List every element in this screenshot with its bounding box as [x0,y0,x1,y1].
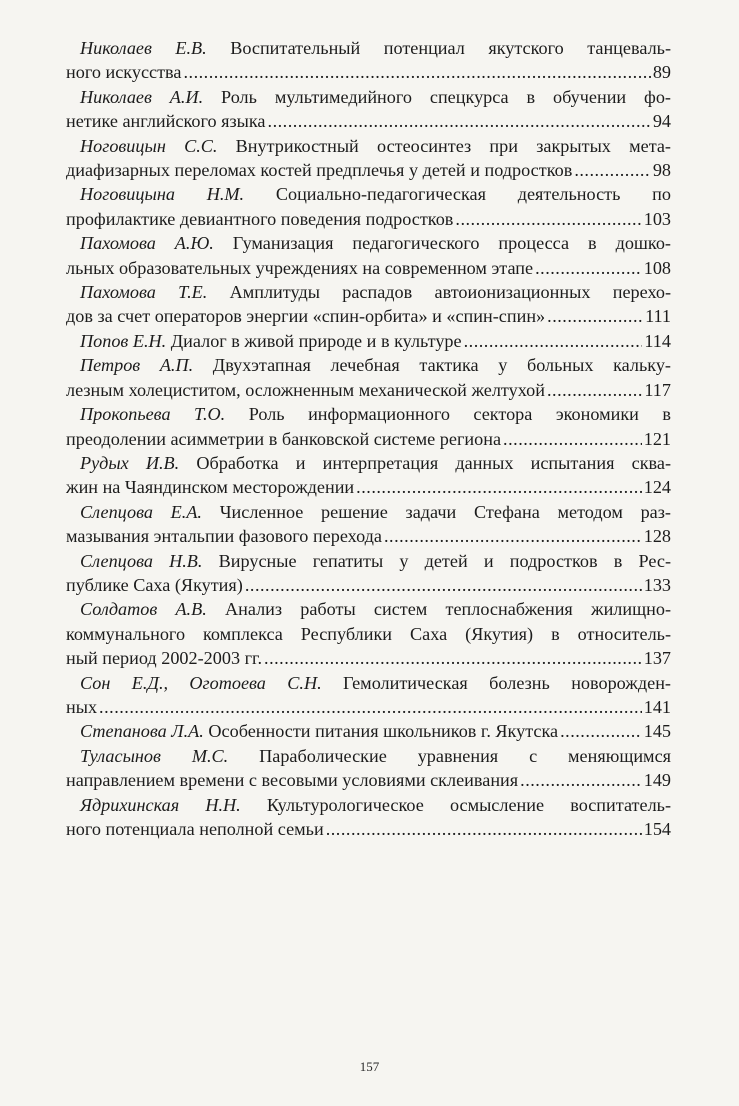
entry-page-number: 154 [643,819,671,839]
entry-page-number: 98 [652,160,671,181]
entry-last-line [66,817,671,841]
entry-page-number: 141 [643,696,671,717]
entry-first-line [66,597,671,621]
entry-first-line [66,549,671,573]
toc-entry [66,549,671,598]
table-of-contents [66,36,671,841]
entry-first-line [66,793,671,817]
toc-entry [66,85,671,134]
entry-title-start: Культурологическое осмысление воспитатель- [266,794,671,815]
dot-leader [183,60,650,84]
dot-leader [560,719,642,743]
dot-leader [264,646,642,670]
entry-page-number: 149 [643,770,671,791]
entry-author: Солдатов А.В. [80,599,207,620]
entry-first-line [66,134,671,158]
entry-author: Николаев Е.В. [80,38,207,58]
entry-author: Николаев А.И. [80,86,204,107]
dot-leader [547,304,643,328]
entry-page-number: 111 [645,306,671,327]
entry-title-start: Численное решение задачи Стефана методом раз- [219,501,671,522]
entry-heading [80,329,462,353]
toc-entry [66,744,671,793]
entry-first-line [66,744,671,768]
entry-title-end: публике Саха (Якутия) [66,574,243,595]
entry-title-end: профилактике девиантного поведения подростков [66,208,454,229]
dot-leader [455,207,641,231]
entry-page-number: 137 [643,648,671,669]
entry-title-end: направлением времени с весовыми условиями склеивания [66,770,519,791]
entry-first-line [66,85,671,109]
entry-first-line [66,451,671,475]
toc-entry [66,353,671,402]
entry-last-line [66,109,671,133]
entry-title-start: Роль информационного сектора экономики в [248,404,671,425]
entry-author: Туласынов М.С. [80,745,229,766]
dot-leader [520,768,642,792]
entry-title-end: ный период 2002-2003 гг. [66,648,263,669]
entry-title-end: преодолении асимметрии в банковской системе региона [66,428,502,449]
entry-last-line [66,573,671,597]
entry-heading [80,719,558,743]
toc-entry [66,280,671,329]
dot-leader [503,427,642,451]
entry-title-start: Воспитательный потенциал якутского танцеваль- [230,38,671,58]
entry-author: Прокопьева Т.О. [80,404,226,425]
entry-title-start: Амплитуды распадов автоионизационных перехо- [229,282,671,303]
dot-leader [574,158,651,182]
entry-last-line [66,60,671,84]
entry-title-end: жин на Чаяндинском месторождении [66,477,355,498]
entry-first-line [66,500,671,524]
toc-entry [66,134,671,183]
entry-title-start: Анализ работы систем теплоснабжения жилищно- [224,599,671,620]
entry-title-end: ных [66,696,98,717]
entry-title-start: Гемолитическая болезнь новорожден- [342,672,671,693]
dot-leader [99,695,642,719]
entry-title-start: Вирусные гепатиты у детей и подростков в Рес- [218,550,671,571]
entry-title-end: льных образовательных учреждениях на современном этапе [66,257,534,278]
entry-title-start: Параболические уравнения с меняющимся [259,745,671,766]
entry-last-line [66,378,671,402]
entry-page-number: 108 [643,257,671,278]
toc-entry [66,182,671,231]
dot-leader [245,573,642,597]
entry-title-start: Социально-педагогическая деятельность по [275,184,671,205]
toc-entry [66,671,671,720]
toc-entry [66,597,671,670]
entry-first-line [66,671,671,695]
toc-entry [66,793,671,842]
entry-middle-line [66,622,671,646]
entry-last-line [66,475,671,499]
dot-leader [268,109,651,133]
dot-leader [356,475,642,499]
entry-author: Пахомова Т.Е. [80,282,208,303]
entry-first-line [66,182,671,206]
entry-first-line [66,36,671,60]
entry-author: Рудых И.В. [80,452,180,473]
entry-page-number: 145 [643,721,671,742]
dot-leader [326,817,642,841]
entry-title: Диалог в живой природе и в культуре [170,330,462,351]
entry-page-number: 114 [644,330,671,351]
toc-entry [66,402,671,451]
entry-first-line [66,402,671,426]
entry-title-start: Обработка и интерпретация данных испытания сква- [196,452,671,473]
entry-title-end: лезным холециститом, осложненным механической желтухой [66,379,545,400]
entry-author: Ядрихинская Н.Н. [80,794,241,815]
entry-last-line [66,427,671,451]
toc-entry [66,36,671,85]
entry-single-line [66,329,671,353]
entry-last-line [66,646,671,670]
entry-author: Слепцова Н.В. [80,550,203,571]
entry-last-line [66,304,671,328]
entry-author: Ноговицына Н.М. [80,184,245,205]
entry-first-line [66,353,671,377]
entry-author: Слепцова Е.А. [80,501,202,522]
toc-entry [66,500,671,549]
page-number: 157 [359,1059,380,1074]
entry-title-end: мазывания энтальпии фазового перехода [66,526,382,547]
entry-title-start: Роль мультимедийного спецкурса в обучении фо- [221,86,671,107]
entry-title-end: нетике английского языка [66,111,266,132]
entry-title-start: Двухэтапная лечебная тактика у больных кальку- [212,355,671,376]
entry-first-line [66,280,671,304]
entry-last-line [66,695,671,719]
entry-title-end: дов за счет операторов энергии «спин-орбита» и «спин-спин» [66,306,546,327]
entry-author: Ноговицын С.С. [80,135,218,156]
toc-entry [66,329,671,353]
toc-entry [66,231,671,280]
entry-page-number: 94 [652,111,671,132]
entry-last-line [66,158,671,182]
toc-entry [66,719,671,743]
entry-page-number: 103 [643,208,671,229]
entry-last-line [66,207,671,231]
entry-title-end: ного искусства [66,62,182,83]
entry-page-number: 133 [643,574,671,595]
dot-leader [464,329,643,353]
entry-page-number: 128 [643,526,671,547]
entry-page-number: 89 [652,62,671,83]
entry-author: Степанова Л.А. [80,721,204,742]
entry-page-number: 121 [643,428,671,449]
entry-author: Пахомова А.Ю. [80,233,214,254]
entry-last-line [66,768,671,792]
entry-first-line [66,231,671,255]
dot-leader [535,256,642,280]
entry-title-middle: коммунального комплекса Республики Саха (Якутия) в относитель- [66,623,671,644]
entry-author: Сон Е.Д., Оготоева С.Н. [80,672,322,693]
dot-leader [547,378,642,402]
entry-last-line [66,524,671,548]
entry-title: Особенности питания школьников г. Якутска [208,721,559,742]
entry-author: Попов Е.Н. [80,330,167,351]
entry-page-number: 117 [644,379,671,400]
entry-title-start: Внутрикостный остеосинтез при закрытых мета- [235,135,671,156]
entry-page-number: 124 [643,477,671,498]
entry-title-start: Гуманизация педагогического процесса в дошко- [232,233,671,254]
entry-author: Петров А.П. [80,355,194,376]
toc-entry [66,451,671,500]
entry-title-end: ного потенциала неполной семьи [66,819,324,839]
dot-leader [384,524,642,548]
entry-single-line [66,719,671,743]
entry-last-line [66,256,671,280]
entry-title-end: диафизарных переломах костей предплечья у детей и подростков [66,160,573,181]
